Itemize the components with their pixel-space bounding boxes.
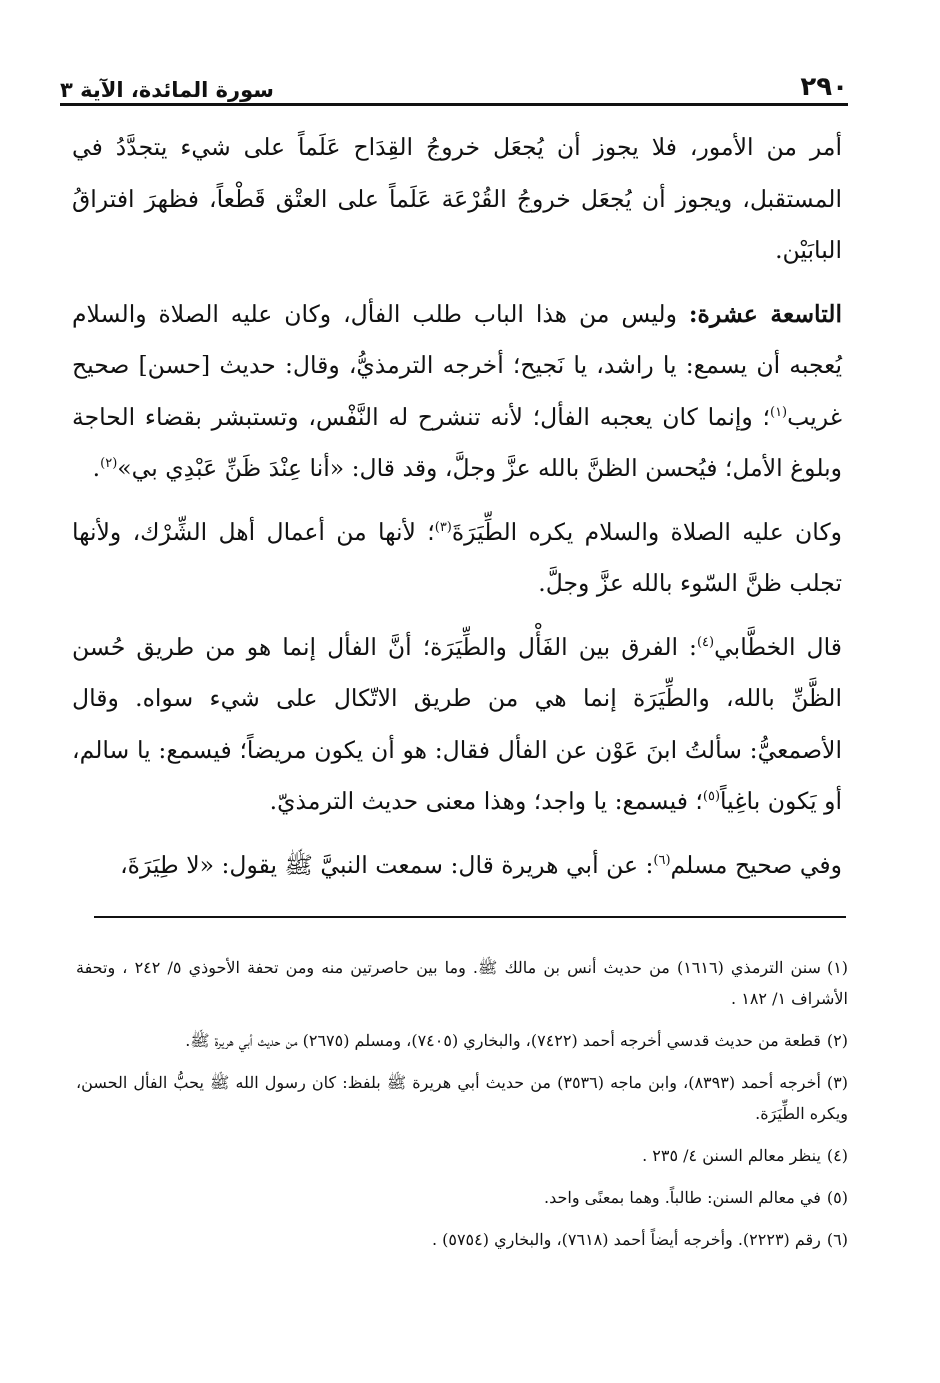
footnote-text: ينظر معالم السنن ٤/ ٢٣٥ .	[642, 1146, 821, 1165]
section-lead: التاسعة عشرة:	[688, 299, 842, 328]
footnote-number: (٦)	[826, 1230, 848, 1249]
paragraph-text: ؛ لأنها من أعمال أهل الشِّرْك، ولأنها تجلب ظنَّ السّوء بالله عزَّ وجلَّ.	[72, 517, 842, 597]
footnote-rule	[94, 916, 846, 918]
paragraph-text: .	[92, 454, 101, 482]
footnote	[76, 952, 848, 1014]
footnote-ref[interactable]: (٤)	[696, 634, 715, 650]
paragraph-text: : عن أبي هريرة قال: سمعت النبيَّ ﷺ يقول: «لا طِيَرَةَ،	[120, 850, 654, 879]
footnotes	[76, 952, 848, 1266]
footnote	[76, 1140, 848, 1171]
footnote	[76, 1224, 848, 1255]
footnote-ref[interactable]: (٦)	[653, 852, 671, 868]
paragraph-text: : الفرق بين الفَأْل والطِّيَرَة؛ أنَّ الفأل إنما هو من طريق حُسن الظَّنِّ بالله، والطِّيَرَة إنما هي من طريق الاتّكال على شيء سواه. وقال الأصمعيُّ: سألتُ ابنَ عَوْن عن الفأل فقال: هو أن يكون مريضاً؛ فيسمع: يا سالم، أو يَكون باغِياً	[72, 632, 842, 815]
footnote	[76, 1182, 848, 1213]
footnote	[76, 1067, 848, 1129]
paragraph-text: قال الخطَّابي	[714, 632, 842, 661]
paragraph	[72, 840, 842, 892]
footnote-text: رقم (٢٢٢٣). وأخرجه أيضاً أحمد (٧٦١٨)، والبخاري (٥٧٥٤) .	[431, 1230, 821, 1249]
footnote-ref[interactable]: (٢)	[100, 456, 118, 472]
page-number: ٢٩٠	[800, 72, 848, 102]
footnote-ref[interactable]: (٣)	[434, 519, 452, 535]
paragraph	[72, 507, 842, 610]
running-header	[60, 62, 848, 102]
footnote-number: (٥)	[826, 1188, 848, 1207]
paragraph	[72, 122, 842, 277]
paragraph-text: ؛ فيسمع: يا واجد؛ وهذا معنى حديث الترمذيّ.	[269, 787, 703, 815]
header-rule	[60, 103, 848, 106]
paragraph-text: ؛ وإنما كان يعجبه الفأل؛ لأنه تنشرح له النَّفْس، وتستبشر بقضاء الحاجة وبلوغ الأمل؛ فيُحسن الظنَّ بالله عزَّ وجلَّ، وقد قال: «أنا عِنْدَ ظَنِّ عَبْدِي بي»	[72, 402, 842, 482]
footnote-text: قطعة من حديث قدسي أخرجه أحمد (٧٤٢٢)، والبخاري (٧٤٠٥)، ومسلم (٢٦٧٥) من حديث أبي هريرة ﷺ.	[185, 1031, 821, 1050]
paragraph	[72, 622, 842, 828]
paragraph-text: وليس من هذا الباب طلب الفأل، وكان عليه الصلاة والسلام يُعجبه أن يسمع: يا راشد، يا نَجيح؛ أخرجه الترمذيُّ، وقال: حديث [حسن] صحيح غريب	[72, 299, 842, 431]
footnote-text: في معالم السنن: طالباً. وهما بمعنًى واحد.	[544, 1188, 821, 1207]
main-text	[72, 122, 842, 903]
footnote-text: سنن الترمذي (١٦١٦) من حديث أنس بن مالك ﷺ. وما بين حاصرتين منه ومن تحفة الأحوذي ٥/ ٢٤٢ ، وتحفة الأشراف ١/ ١٨٢ .	[76, 958, 848, 1008]
footnote-number: (٣)	[826, 1073, 848, 1092]
paragraph	[72, 289, 842, 495]
footnote-text: أخرجه أحمد (٨٣٩٣)، وابن ماجه (٣٥٣٦) من حديث أبي هريرة ﷺ بلفظ: كان رسول الله ﷺ يحبُّ الفأل الحسن، ويكره الطِّيَرَة.	[76, 1073, 848, 1123]
footnote-ref[interactable]: (٥)	[702, 789, 721, 805]
paragraph-text: وكان عليه الصلاة والسلام يكره الطِّيَرَةَ	[451, 517, 843, 546]
footnote-number: (٤)	[826, 1146, 848, 1165]
footnote-number: (٢)	[826, 1031, 848, 1050]
footnote-ref[interactable]: (١)	[769, 404, 788, 420]
footnote	[76, 1025, 848, 1056]
footnote-number: (١)	[826, 958, 849, 977]
paragraph-text: أمر من الأمور، فلا يجوز أن يُجعَل خروجُ القِدَاح عَلَماً على شيء يتجدَّدُ في المستقبل، ويجوز أن يُجعَل خروجُ القُرْعَة عَلَماً على العتْق قَطْعاً، فظهرَ افتراقُ البابَيْن.	[72, 133, 842, 264]
paragraph-text: وفي صحيح مسلم	[670, 850, 842, 879]
running-title: سورة المائدة، الآية ٣	[60, 78, 274, 102]
